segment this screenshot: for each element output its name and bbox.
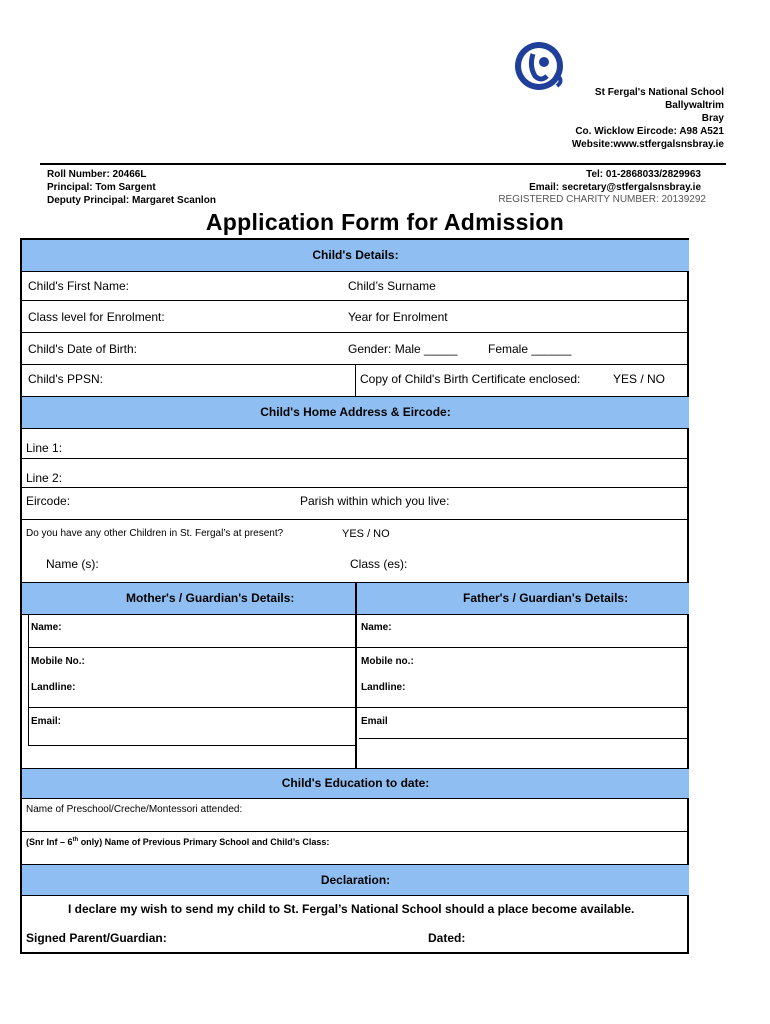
row-divider — [22, 487, 689, 488]
previous-school-field[interactable]: (Snr Inf – 6th only) Name of Previous Primary School and Child’s Class: — [26, 837, 330, 847]
section-education: Child's Education to date: — [22, 768, 689, 799]
father-name-field[interactable]: Name: — [361, 622, 392, 633]
address-line-3: Co. Wicklow Eircode: A98 A521 — [575, 126, 724, 137]
row-divider — [28, 707, 689, 708]
sibling-names-field[interactable]: Name (s): — [46, 557, 99, 571]
class-level-field[interactable]: Class level for Enrolment: — [28, 310, 165, 324]
child-surname-field[interactable]: Child’s Surname — [348, 279, 436, 293]
birth-cert-yes-no[interactable]: YES / NO — [613, 372, 666, 386]
mother-name-field[interactable]: Name: — [31, 622, 62, 633]
mother-box-left — [28, 615, 29, 746]
preschool-field[interactable]: Name of Preschool/Creche/Montessori attended: — [26, 804, 243, 815]
mother-heading: Mother's / Guardian's Details: — [126, 591, 295, 605]
form-title: Application Form for Admission — [205, 209, 565, 235]
section-childs-details: Child's Details: — [22, 240, 689, 272]
school-website: Website:www.stfergalsnsbray.ie — [571, 139, 724, 150]
row-divider — [22, 831, 689, 832]
address-line-2: Bray — [701, 113, 724, 124]
year-enrolment-field[interactable]: Year for Enrolment — [348, 310, 448, 324]
address-line1-field[interactable]: Line 1: — [26, 441, 63, 455]
address-line2-field[interactable]: Line 2: — [26, 471, 63, 485]
header-divider — [40, 163, 726, 165]
deputy-principal: Deputy Principal: Margaret Scanlon — [47, 195, 216, 206]
school-logo — [511, 40, 571, 92]
child-first-name-field[interactable]: Child's First Name: — [28, 279, 129, 293]
principal: Principal: Tom Sargent — [47, 182, 156, 193]
birth-cert-label: Copy of Child's Birth Certificate enclosed: — [360, 372, 581, 386]
father-email-field[interactable]: Email — [361, 716, 388, 727]
column-divider — [355, 364, 356, 396]
row-divider — [359, 738, 689, 739]
section-declaration: Declaration: — [22, 864, 689, 896]
school-contact-block — [529, 168, 701, 194]
row-divider — [22, 458, 689, 459]
eircode-field[interactable]: Eircode: — [26, 494, 71, 508]
school-name: St Fergal's National School — [594, 87, 724, 98]
address-line-1: Ballywaltrim — [665, 100, 724, 111]
roll-number: Roll Number: 20466L — [47, 169, 147, 180]
parish-field[interactable]: Parish within which you live: — [300, 494, 450, 508]
row-divider — [28, 745, 355, 746]
school-address-block — [572, 86, 724, 151]
mother-email-field[interactable]: Email: — [31, 716, 62, 727]
parents-column-divider — [355, 582, 357, 768]
school-staff-block — [47, 168, 216, 207]
row-divider — [22, 300, 689, 301]
siblings-yes-no[interactable]: YES / NO — [342, 528, 390, 540]
dated-field[interactable]: Dated: — [428, 931, 466, 945]
father-landline-field[interactable]: Landline: — [361, 682, 406, 693]
school-email: Email: secretary@stfergalsnsbray.ie — [529, 182, 701, 193]
siblings-question: Do you have any other Children in St. Fergal’s at present? — [26, 528, 284, 539]
row-divider — [22, 519, 689, 520]
gender-female-field[interactable]: Female ______ — [488, 342, 572, 356]
row-divider — [28, 647, 689, 648]
mother-mobile-field[interactable]: Mobile No.: — [31, 656, 85, 667]
signed-field[interactable]: Signed Parent/Guardian: — [26, 931, 167, 945]
father-heading: Father's / Guardian's Details: — [463, 591, 629, 605]
gender-male-field[interactable]: Gender: Male _____ — [348, 342, 458, 356]
ppsn-field[interactable]: Child's PPSN: — [28, 372, 103, 386]
row-divider — [22, 332, 689, 333]
declaration-statement: I declare my wish to send my child to St. Fergal’s National School should a place become available. — [68, 902, 635, 916]
sibling-classes-field[interactable]: Class (es): — [350, 557, 408, 571]
school-tel: Tel: 01-2868033/2829963 — [586, 169, 701, 180]
section-home-address: Child's Home Address & Eircode: — [22, 396, 689, 429]
father-mobile-field[interactable]: Mobile no.: — [361, 656, 414, 667]
mother-landline-field[interactable]: Landline: — [31, 682, 76, 693]
dob-field[interactable]: Child's Date of Birth: — [28, 342, 138, 356]
charity-number: REGISTERED CHARITY NUMBER: 20139292 — [498, 194, 706, 205]
application-form — [20, 238, 689, 954]
